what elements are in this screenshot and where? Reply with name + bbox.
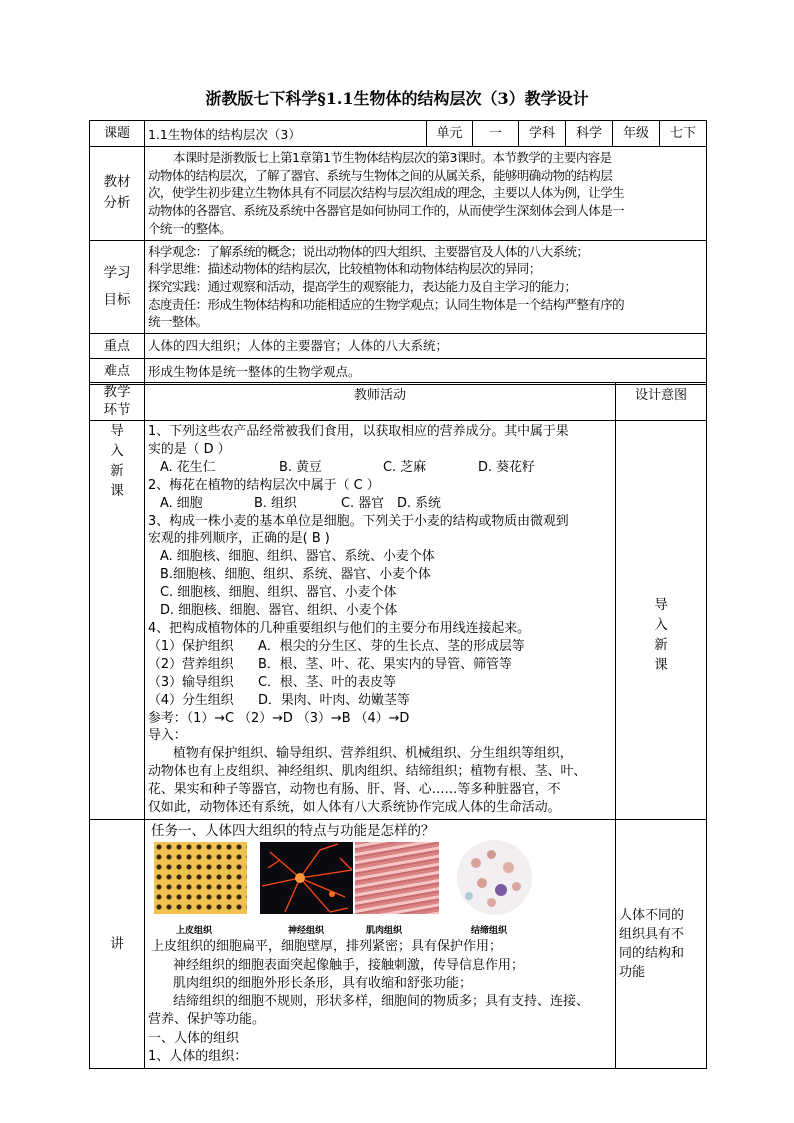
teaching-process-table bbox=[89, 382, 707, 1069]
epithelial-tissue-image bbox=[154, 842, 247, 914]
intro-intent: 导 入 新 课 bbox=[616, 421, 707, 820]
subject-label: 学科 bbox=[519, 121, 566, 147]
unit-label: 单元 bbox=[427, 121, 473, 147]
course-label: 课题 bbox=[90, 121, 145, 147]
question-1-options: A. 花生仁 B. 黄豆 C. 芝麻 D. 葵花籽 bbox=[160, 459, 535, 475]
difficulty-label: 难点 bbox=[90, 359, 145, 385]
grade-label: 年级 bbox=[613, 121, 660, 147]
lesson-info-table bbox=[89, 120, 707, 385]
question-2: 2、梅花在植物的结构层次中属于（ C ） bbox=[148, 477, 380, 493]
analysis-label: 教材 分析 bbox=[90, 147, 145, 241]
tissue-captions: 上皮组织 神经组织 肌肉组织 结缔组织 bbox=[176, 926, 508, 937]
task-one-heading: 任务一、人体四大组织的特点与功能是怎样的？ bbox=[151, 822, 435, 839]
design-intent-header: 设计意图 bbox=[616, 383, 707, 421]
goals-label: 学习 目标 bbox=[90, 240, 145, 334]
connective-tissue-image bbox=[457, 840, 532, 915]
analysis-text: 本课时是浙教版七上第1章第1节生物体结构层次的第3课时。本节教学的主要内容是 动物体的结构层次，了解了器官、系统与生物体之间的从属关系，能够明确动物的结构层 次，使学生初步建立生物体具有不同层次结构与层次组成的理念，主要以人体为例，让学生 动物体的各器官、系统及系统中各器官是如何协同工作的，从而使学生深刻体会到人体是一 个统一的整体。 bbox=[145, 147, 707, 241]
sub-heading: 1、人体的组织： bbox=[148, 1049, 248, 1065]
question-3: 3、构成一株小麦的基本单位是细胞。下列关于小麦的结构或物质由微观到 bbox=[148, 513, 569, 529]
intro-label: 导入： bbox=[148, 728, 187, 744]
lecture-content: 任务一、人体四大组织的特点与功能是怎样的？ 上皮组织 神经组织 肌肉组织 结缔组织 上皮组织的细胞扁平，细胞壁厚，排列紧密；具有保护作用； 神经组织的细胞表面突起像触手，接触刺激，传导信息作用； 肌肉组织的细胞外形长条形，具有收缩和舒张功能； 结缔组织的细胞不规则，形状多样，细胞间的物质多；具有支持、连接、 营养、保护等功能。 一、人体的组织 1、人体的组织： bbox=[145, 819, 616, 1068]
stage-header: 教学 环节 bbox=[90, 383, 145, 421]
course-value: 1.1生物体的结构层次（3） bbox=[145, 121, 427, 147]
grade-value: 七下 bbox=[660, 121, 707, 147]
lecture-stage: 讲 bbox=[90, 819, 145, 1068]
tissue-images bbox=[148, 842, 612, 922]
question-4: 4、把构成植物体的几种重要组织与他们的主要分布用线连接起来。 bbox=[148, 620, 531, 636]
subject-value: 科学 bbox=[566, 121, 613, 147]
section-heading: 一、人体的组织 bbox=[148, 1030, 240, 1046]
question-2-options: A. 细胞 B. 组织 C. 器官 D. 系统 bbox=[160, 495, 441, 511]
unit-value: 一 bbox=[473, 121, 519, 147]
answer-key: 参考：（1）→C （2）→D （3）→B （4）→D bbox=[148, 710, 410, 726]
key-points-text: 人体的四大组织；人体的主要器官；人体的八大系统； bbox=[145, 334, 707, 359]
key-points-label: 重点 bbox=[90, 334, 145, 359]
goals-text: 科学观念：了解系统的概念；说出动物体的四大组织、主要器官及人体的八大系统； 科学思维：描述动物体的结构层次，比较植物体和动物体结构层次的异同； 探究实践：通过观察和活动，提高学生的观察能力，表达能力及自主学习的能力； 态度责任：形成生物体结构和功能相适应的生物学观点；认同生物体是一个结构严整有序的 统一整体。 bbox=[145, 240, 707, 334]
intro-stage: 导 入 新 课 bbox=[90, 421, 145, 820]
question-1: 1、下列这些农产品经常被我们食用，以获取相应的营养成分。其中属于果 bbox=[148, 424, 569, 439]
difficulty-text: 形成生物体是统一整体的生物学观点。 bbox=[145, 359, 707, 385]
teacher-activity-header: 教师活动 bbox=[145, 383, 616, 421]
page-title: 浙教版七下科学§1.1生物体的结构层次（3）教学设计 bbox=[205, 89, 589, 108]
nerve-tissue-image bbox=[260, 842, 353, 914]
muscle-tissue-image bbox=[355, 842, 439, 914]
lecture-intent: 人体不同的 组织具有不 同的结构和 功能 bbox=[616, 819, 707, 1068]
intro-content: 1、下列这些农产品经常被我们食用，以获取相应的营养成分。其中属于果 实的是（ D ） A. 花生仁 B. 黄豆 C. 芝麻 D. 葵花籽 2、梅花在植物的结构层次中属于（ C ） A. 细胞 B. 组织 C. 器官 D. 系统 3、构成一株小麦的基本单位是细胞。下列关于小麦的结构或物质由微观到 宏观的排列顺序，正确的是( B ) A. 细胞核、细胞、组织、器官、系统、小麦个体 B.细胞核、细胞、组织、系统、器官、小麦个体 C. 细胞核、细胞、组织、器官、小麦个体 D. 细胞核、细胞、器官、组织、小麦个体 4、把构成植物体的几种重要组织与他们的主要分布用线连接起来。 （1）保护组织 A．根尖的分生区、芽的生长点、茎的形成层等 （2）营养组织 B．根、茎、叶、花、果实内的导管、筛管等 （3）输导组织 C．根、茎、叶的表皮等 （4）分生组织 D．果肉、叶肉、幼嫩茎等 参考：（1）→C （2）→D （3）→B （4）→D 导入： 植物有保护组织、输导组织、营养组织、机械组织、分生组织等组织， 动物体也有上皮组织、神经组织、肌肉组织、结缔组织；植物有根、茎、叶、 花、果实和种子等器官，动物也有肠、肝、肾、心……等多种脏器官，不 仅如此，动物体还有系统，如人体有八大系统协作完成人体的生命活动。 bbox=[145, 421, 616, 820]
